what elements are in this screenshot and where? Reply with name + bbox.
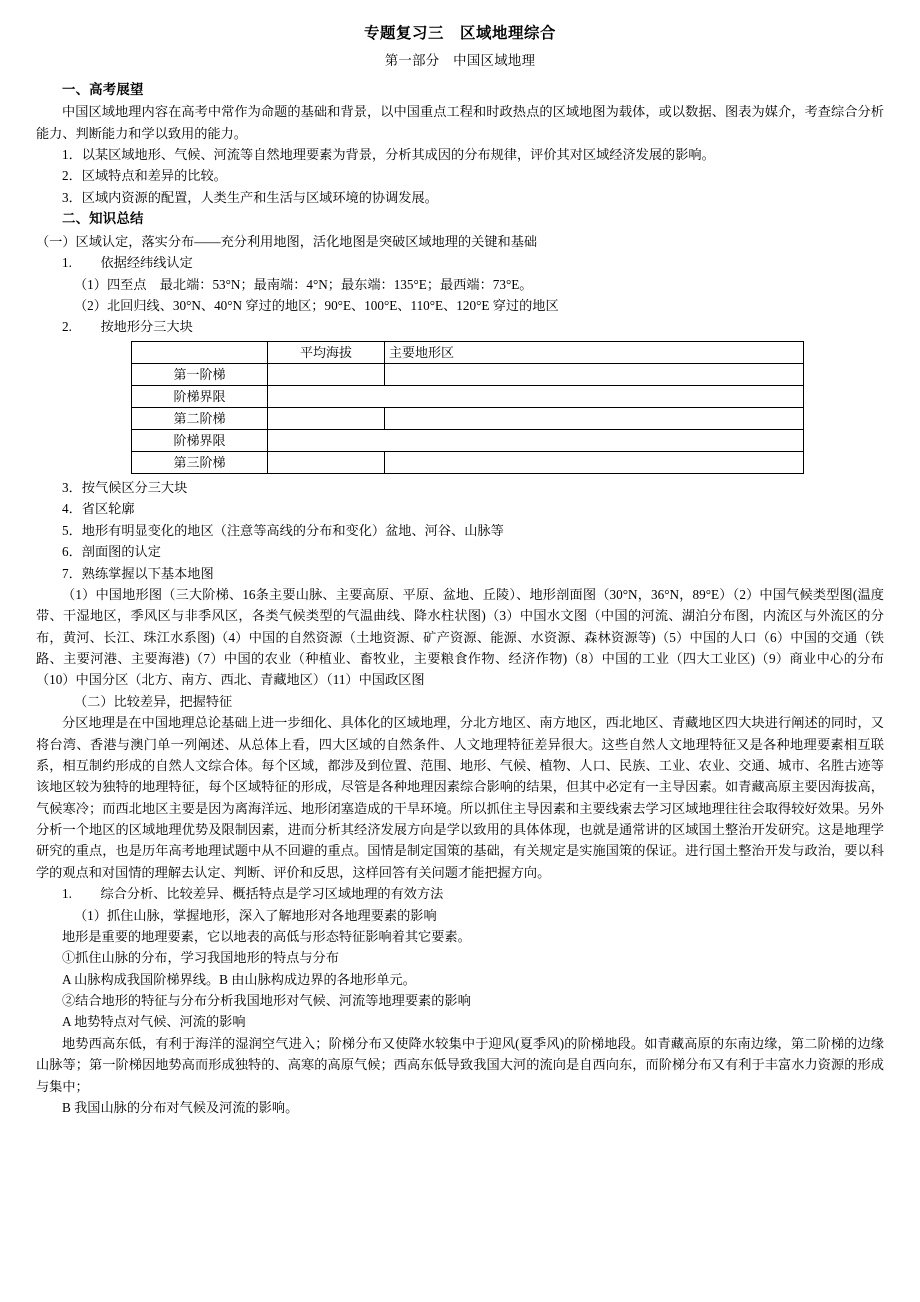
knowledge-item-2: [36, 316, 884, 337]
table-header-cell-blank: [132, 341, 268, 363]
table-row: [132, 385, 804, 407]
table-row-label: 第二阶梯: [132, 407, 268, 429]
section-heading-gaokao-outlook: 一、高考展望: [62, 81, 144, 97]
knowledge-item-1-sub-2: （2）北回归线、30°N、40°N 穿过的地区；90°E、100°E、110°E、120°E 穿过的地区: [74, 298, 559, 314]
method-item-1-number: 1.: [62, 886, 72, 902]
knowledge-item-1-label: 依据经纬线认定: [100, 255, 193, 271]
method-item-1-label: 综合分析、比较差异、概括特点是学习区域地理的有效方法: [100, 886, 444, 902]
table-header-cell-landform: 主要地形区: [385, 341, 804, 363]
table-cell-landform[interactable]: [385, 452, 804, 474]
knowledge-item-2-number: 2.: [62, 319, 72, 335]
basic-maps-paragraph: （1）中国地形图（三大阶梯、16条主要山脉、主要高原、平原、盆地、丘陵）、地形剖面图（30°N，36°N，89°E）（2）中国气候类型图(温度带、干湿地区，季风区与非季风区，各类气候类型的气温曲线、降水柱状图)（3）中国水文图（中国的河流、湖泊分布图，内流区与外流区的分布，黄河、长江、珠江水系图)（4）中国的自然资源（土地资源、矿产资源、能源、水资源、森林资源等)（5）中国的人口（6）中国的交通（铁路、主要河港、主要海港)（7）中国的农业（种植业、畜牧业，主要粮食作物、经济作物)（8）中国的工业（四大工业区)（9）商业中心的分布（10）中国分区（北方、南方、西北、青藏地区）（11）中国政区图: [36, 586, 884, 688]
method-line-4: A 山脉构成我国阶梯界线。B 由山脉构成边界的各地形单元。: [62, 971, 416, 987]
section1-list-item-1: 1．以某区域地形、气候、河流等自然地理要素为背景，分析其成因的分布规律，评价其对区域经济发展的影响。: [62, 147, 715, 163]
table-row-label: 第一阶梯: [132, 363, 268, 385]
terrain-steps-table: [131, 341, 804, 474]
knowledge-item-6: 6．剖面图的认定: [62, 544, 161, 560]
table-row: [132, 430, 804, 452]
section-heading-knowledge-summary: 二、知识总结: [62, 211, 144, 227]
page-subtitle: 第一部分 中国区域地理: [384, 52, 536, 68]
table-row: [132, 452, 804, 474]
knowledge-item-1: [36, 252, 884, 273]
table-header-cell-elevation: 平均海拔: [268, 341, 385, 363]
method-line-3: ①抓住山脉的分布，学习我国地形的特点与分布: [62, 950, 339, 966]
table-cell-landform[interactable]: [385, 407, 804, 429]
knowledge-item-1-sub-1: （1）四至点 最北端：53°N；最南端：4°N；最东端：135°E；最西端：73°E。: [74, 276, 533, 292]
table-cell-elevation[interactable]: [268, 407, 385, 429]
table-cell-merged-value[interactable]: [268, 385, 804, 407]
document-body: [36, 22, 884, 1118]
table-row: [132, 363, 804, 385]
knowledge-item-4: 4．省区轮廓: [62, 501, 135, 517]
knowledge-item-7: 7．熟练掌握以下基本地图: [62, 565, 214, 581]
knowledge-item-2-label: 按地形分三大块: [100, 319, 193, 335]
page-title: 专题复习三 区域地理综合: [364, 25, 556, 42]
knowledge-item-1-number: 1.: [62, 255, 72, 271]
section1-intro-paragraph: 中国区域地理内容在高考中常作为命题的基础和背景，以中国重点工程和时政热点的区域地图为载体，或以数据、图表为媒介，考查综合分析能力、判断能力和学以致用的能力。: [36, 104, 884, 141]
knowledge-item-5: 5．地形有明显变化的地区（注意等高线的分布和变化）盆地、河谷、山脉等: [62, 522, 504, 538]
regional-geography-paragraph: 分区地理是在中国地理总论基础上进一步细化、具体化的区域地理，分北方地区、南方地区，西北地区、青藏地区四大块进行阐述的同时，又将台湾、香港与澳门单一列阐述、从总体上看，四大区域的自然条件、人文地理特征差异很大。这些自然人文地理特征又是各种地理要素相互联系，相互制约形成的自然人文综合体。每个区域，都涉及到位置、范围、地形、气候、植物、人口、民族、工业、农业、交通、城市、名胜古迹等该地区较为独特的地理特征，每个区域特征的形成，尽管是各种地理因素综合影响的结果，但其中必定有一主导因素。如青藏高原主要因海拔高，气候寒冷；而西北地区主要是因为离海洋远、地形闭塞造成的干旱环境。所以抓住主导因素和主要线索去学习区域地理往往会取得较好效果。另外分析一个地区的区域地理优势及限制因素，进而分析其经济发展方向是学以致用的具体体现，也就是通常讲的区域国土整治开发研究。这是地理学研究的重点，也是历年高考地理试题中从不回避的重点。国情是制定国策的基础，有关规定是实施国策的保证。进行国土整治开发与政治，要以科学的观点和对国情的理解去认定、判断、评价和反思，这样回答有关问题才能把握方向。: [36, 715, 884, 880]
section1-list-item-3: 3．区域内资源的配置，人类生产和生活与区域环境的协调发展。: [62, 189, 438, 205]
method-line-2: 地形是重要的地理要素，它以地表的高低与形态特征影响着其它要素。: [62, 928, 471, 944]
table-header-row: [132, 341, 804, 363]
knowledge-item-3: 3．按气候区分三大块: [62, 480, 188, 496]
section1-list-item-2: 2．区域特点和差异的比较。: [62, 168, 227, 184]
table-row-label: 阶梯界限: [132, 430, 268, 452]
table-row-label: 阶梯界限: [132, 385, 268, 407]
method-line-1: （1）抓住山脉，掌握地形，深入了解地形对各地理要素的影响: [74, 907, 437, 923]
subsection-2-title: （二）比较差异，把握特征: [74, 693, 233, 709]
method-line-5: ②结合地形的特征与分布分析我国地形对气候、河流等地理要素的影响: [62, 993, 471, 1009]
method-item-1: [36, 883, 884, 904]
subsection-1-title: （一）区域认定，落实分布——充分利用地图，活化地图是突破区域地理的关键和基础: [36, 233, 538, 249]
method-line-6: A 地势特点对气候、河流的影响: [62, 1014, 246, 1030]
terrain-influence-last-line: B 我国山脉的分布对气候及河流的影响。: [62, 1099, 299, 1115]
table-row-label: 第三阶梯: [132, 452, 268, 474]
table-row: [132, 407, 804, 429]
terrain-influence-paragraph: 地势西高东低，有利于海洋的湿润空气进入；阶梯分布又使降水较集中于迎风(夏季风)的阶梯地段。如青藏高原的东南边缘，第二阶梯的边缘山脉等；第一阶梯因地势高而形成独特的、高寒的高原气候；西高东低导致我国大河的流向是自西向东，而阶梯分布又有利于丰富水力资源的形成与集中；: [36, 1035, 884, 1094]
table-cell-elevation[interactable]: [268, 452, 385, 474]
table-cell-merged-value[interactable]: [268, 430, 804, 452]
table-cell-landform[interactable]: [385, 363, 804, 385]
table-cell-elevation[interactable]: [268, 363, 385, 385]
